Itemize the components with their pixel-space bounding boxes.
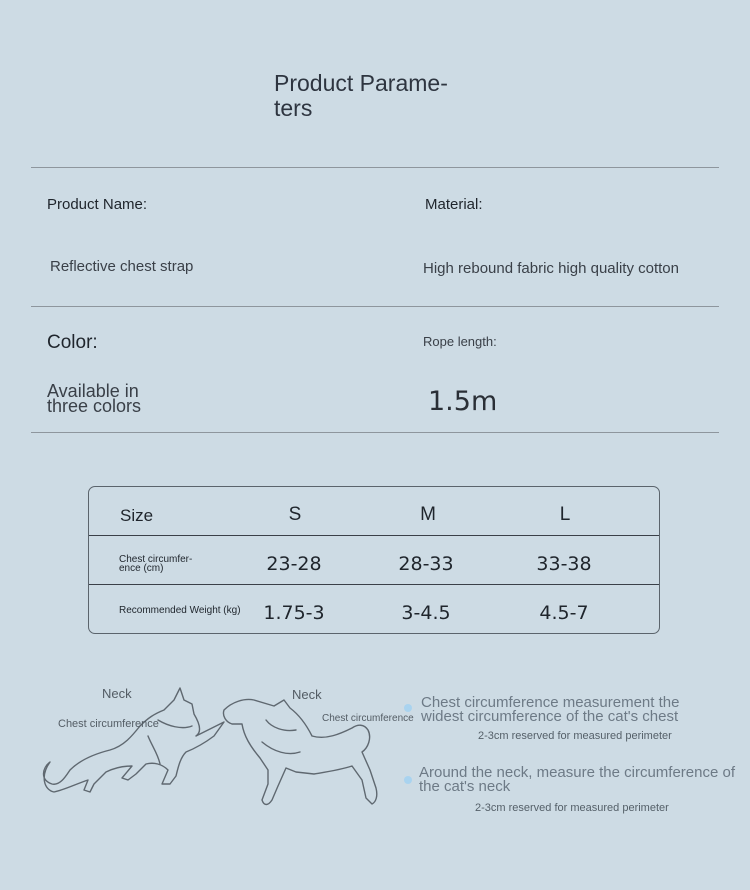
cat-outline [44,688,225,792]
cat-chest-line [148,736,160,764]
note-chest-line2: widest circumference of the cat's chest [421,708,679,725]
weight-l-value: 4.5-7 [539,602,589,624]
size-header-s: S [288,504,302,525]
weight-m-value: 3-4.5 [401,602,451,624]
material-value: High rebound fabric high quality cotton [423,260,679,277]
dog-chest-label: Chest circumference [322,713,414,724]
cat-neck-line [158,720,192,728]
size-header-l: L [559,504,571,525]
note-neck [419,766,735,794]
cat-chest-label: Chest circumference [58,718,159,730]
page-title-line1: Product Parame- [274,70,448,96]
chest-row-label [119,555,192,573]
dog-chest-line [262,742,300,754]
note-neck-sub: 2-3cm reserved for measured perimeter [475,802,669,814]
weight-row-label: Recommended Weight (kg) [119,605,241,616]
note-neck-line1: Around the neck, measure the circumference of [419,764,735,781]
table-row-divider [89,535,659,536]
divider-middle [31,306,719,307]
dog-neck-line [266,720,296,731]
color-value-line1: Available in [47,381,139,401]
chest-row-label-line2: ence (cm) [119,563,164,574]
chest-s-value: 23-28 [266,553,322,575]
cat-dog-outline-illustration [36,680,416,820]
material-label: Material: [425,196,483,213]
product-name-value: Reflective chest strap [50,258,194,275]
rope-length-label: Rope length: [423,334,497,349]
divider-bottom [31,432,719,433]
note-neck-line2: the cat's neck [419,778,511,795]
note-chest [421,696,679,724]
cat-neck-label: Neck [102,686,132,701]
product-name-label: Product Name: [47,196,148,213]
note-chest-line1: Chest circumference measurement the [421,694,680,711]
weight-s-value: 1.75-3 [263,602,325,624]
dog-neck-label: Neck [292,687,322,702]
rope-length-value: 1.5m [428,386,498,417]
color-value-line2: three colors [47,396,142,416]
chest-m-value: 28-33 [398,553,454,575]
size-header-m: M [420,504,436,525]
table-row-divider [89,584,659,585]
page-title [274,71,448,121]
size-table [88,486,660,634]
color-label: Color: [47,332,98,353]
size-header-label: Size [120,506,154,525]
note-bullet-icon [404,776,412,784]
chest-row-label-line1: Chest circumfer- [119,554,193,565]
chest-l-value: 33-38 [536,553,592,575]
divider-top [31,167,719,168]
note-chest-sub: 2-3cm reserved for measured perimeter [478,730,672,742]
pet-measurement-diagram [36,680,416,820]
note-bullet-icon [404,704,412,712]
page-title-line2: ters [274,95,313,121]
color-value [47,381,142,416]
